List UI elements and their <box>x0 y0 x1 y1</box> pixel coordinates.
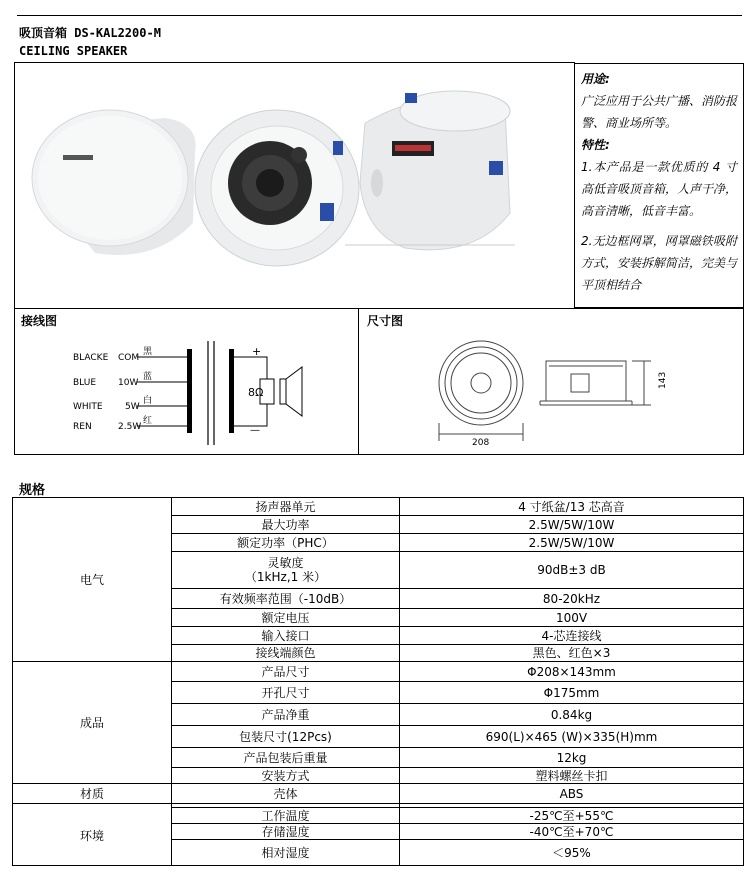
table-row <box>13 498 744 516</box>
wire-tap: 10W <box>118 378 139 388</box>
minus-sign: — <box>250 425 260 436</box>
speaker-photo-front <box>32 110 196 255</box>
wire-color-cn: 黑 <box>143 347 153 357</box>
wire-color-cn: 白 <box>143 396 153 406</box>
product-subtitle: CEILING SPEAKER <box>19 44 128 58</box>
value-cell: 4-芯连接线 <box>400 627 744 645</box>
wire-color-en: WHITE <box>73 402 103 412</box>
param-cell: 额定电压 <box>172 609 400 627</box>
param-cell: 扬声器单元 <box>172 498 400 516</box>
value-cell: 2.5W/5W/10W <box>400 534 744 552</box>
category-cell: 环境 <box>13 808 172 866</box>
value-cell: -25℃至+55℃ <box>400 808 744 824</box>
width-dimension: 208 <box>472 438 490 448</box>
feature-2: 2.无边框网罩，网罩磁铁吸附方式，安装拆解简洁，完美与平顶相结合 <box>581 234 738 292</box>
top-view-outer <box>439 341 523 425</box>
param-cell: 工作温度 <box>172 808 400 824</box>
param-cell: 相对湿度 <box>172 840 400 866</box>
plus-sign: + <box>252 345 262 358</box>
value-cell: 黑色、红色×3 <box>400 645 744 662</box>
value-cell: -40℃至+70℃ <box>400 824 744 840</box>
param-cell: 存储湿度 <box>172 824 400 840</box>
spec-title: 规格 <box>19 483 46 498</box>
value-cell: ABS <box>400 784 744 804</box>
wiring-label: 接线图 <box>21 314 58 328</box>
usage-label: 用途: <box>581 72 610 86</box>
param-line: 灵敏度 <box>267 556 304 570</box>
value-cell: Φ175mm <box>400 682 744 704</box>
speaker-photo-open <box>195 110 359 266</box>
category-cell: 材质 <box>13 784 172 804</box>
top-rule <box>17 15 742 16</box>
param-cell: 有效频率范围（-10dB） <box>172 589 400 609</box>
wire-color-cn: 红 <box>143 416 153 426</box>
value-cell: 90dB±3 dB <box>400 552 744 589</box>
value-cell: 4 寸纸盆/13 芯高音 <box>400 498 744 516</box>
usage-text: 广泛应用于公共广播、消防报警、商业场所等。 <box>581 94 738 130</box>
wire-tap: COM <box>118 353 140 363</box>
impedance-label: 8Ω <box>248 386 264 399</box>
param-cell: 额定功率（PHC） <box>172 534 400 552</box>
speaker-photo-back <box>345 91 515 250</box>
category-cell: 电气 <box>13 498 172 662</box>
wire-color-cn: 蓝 <box>143 372 153 382</box>
param-cell <box>172 552 400 589</box>
usage-panel <box>574 63 744 308</box>
param-cell: 开孔尺寸 <box>172 682 400 704</box>
spec-table <box>12 497 744 866</box>
param-cell: 壳体 <box>172 784 400 804</box>
table-row <box>13 784 744 804</box>
wire-tap: 2.5W <box>118 422 142 432</box>
dimension-box <box>358 308 744 455</box>
param-cell: 产品尺寸 <box>172 662 400 682</box>
value-cell: 2.5W/5W/10W <box>400 516 744 534</box>
param-cell: 产品净重 <box>172 704 400 726</box>
value-cell: 80-20kHz <box>400 589 744 609</box>
wire-tap: 5W <box>125 402 140 412</box>
product-photo-box <box>14 62 575 309</box>
value-cell: 塑料螺丝卡扣 <box>400 768 744 784</box>
features-label: 特性: <box>581 138 610 152</box>
param-cell: 输入接口 <box>172 627 400 645</box>
value-cell: ＜95% <box>400 840 744 866</box>
product-photos <box>15 63 574 308</box>
wiring-box <box>14 308 359 455</box>
side-view <box>546 361 626 401</box>
value-cell: Φ208×143mm <box>400 662 744 682</box>
transformer-primary <box>187 349 192 433</box>
feature-1: 1.本产品是一款优质的 4 寸高低音吸顶音箱，人声干净，高音清晰，低音丰富。 <box>581 160 738 218</box>
category-cell: 成品 <box>13 662 172 784</box>
transformer-secondary <box>229 349 234 433</box>
value-cell: 690(L)×465 (W)×335(H)mm <box>400 726 744 748</box>
param-cell: 最大功率 <box>172 516 400 534</box>
param-cell: 接线端颜色 <box>172 645 400 662</box>
dimension-label: 尺寸图 <box>367 314 404 328</box>
value-cell: 12kg <box>400 748 744 768</box>
height-dimension: 143 <box>658 371 668 389</box>
param-cell: 产品包装后重量 <box>172 748 400 768</box>
value-cell: 100V <box>400 609 744 627</box>
wire-color-en: REN <box>73 422 92 432</box>
value-cell: 0.84kg <box>400 704 744 726</box>
param-cell: 安装方式 <box>172 768 400 784</box>
wiring-diagram <box>15 309 358 454</box>
table-row <box>13 662 744 682</box>
dimension-drawing <box>359 309 743 454</box>
table-row <box>13 808 744 824</box>
wire-color-en: BLACKE <box>73 353 109 363</box>
product-title: 吸顶音箱 DS-KAL2200-M <box>19 26 161 40</box>
param-cell: 包装尺寸(12Pcs) <box>172 726 400 748</box>
param-line: （1kHz,1 米） <box>244 570 327 584</box>
wire-color-en: BLUE <box>73 378 97 388</box>
